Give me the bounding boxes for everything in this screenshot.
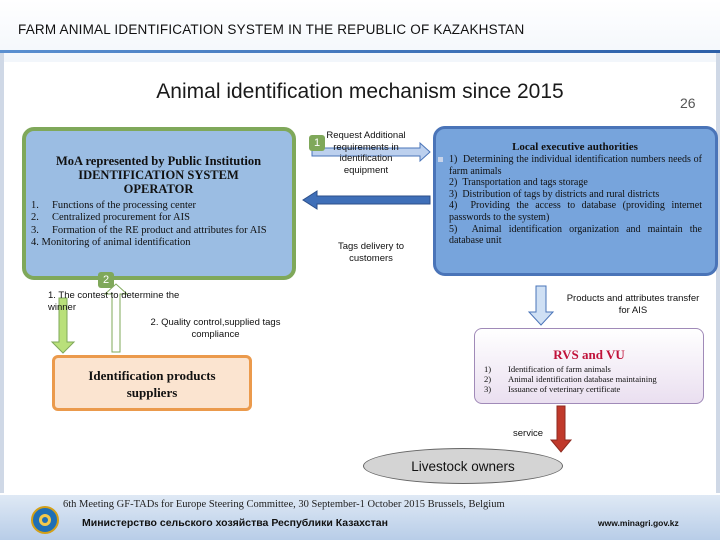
list-item-number: 2) <box>484 374 492 384</box>
livestock-owners-label: Livestock owners <box>411 459 515 474</box>
list-item <box>484 384 699 394</box>
arrow-products-transfer <box>529 286 553 325</box>
operator-title <box>36 154 281 196</box>
products-transfer-label: Products and attributes transfer for AIS <box>566 293 700 316</box>
operator-title-line-3: OPERATOR <box>123 182 194 196</box>
arrow-service <box>551 406 571 452</box>
contest-label: 1. The contest to determine the winner <box>48 290 180 313</box>
list-item-text: Issuance of veterinary certificate <box>508 384 621 394</box>
service-label: service <box>513 428 544 439</box>
list-item <box>484 364 699 374</box>
bullet-marker <box>438 157 443 162</box>
operator-functions-list <box>31 200 293 250</box>
tags-delivery-label: Tags delivery to customers <box>337 241 404 264</box>
website-link[interactable]: www.minagri.gov.kz <box>598 518 679 528</box>
arrow-tags-delivery <box>303 191 430 209</box>
quality-control-label: 2. Quality control,supplied tags compliance <box>150 317 281 340</box>
meeting-caption: 6th Meeting GF-TADs for Europe Steering Committee, 30 September-1 October 2015 Brussels, Belgium <box>63 499 505 510</box>
list-item-number: 1) <box>484 364 492 374</box>
operator-title-line-1: MoA represented by Public Institution <box>55 154 262 168</box>
step-badge-1: 1 <box>309 135 325 151</box>
rvs-title: RVS and VU <box>553 347 625 362</box>
rvs-list <box>484 364 699 394</box>
suppliers-title-line-2: suppliers <box>126 385 178 400</box>
local-authorities-title: Local executive authorities <box>512 141 638 153</box>
local-authorities-list <box>449 154 702 247</box>
request-label: Request Additional requirements in identification equipment <box>326 130 406 176</box>
step-badge-2: 2 <box>98 272 114 288</box>
ministry-name: Министерство сельского хозяйства Республики Казахстан <box>82 517 388 529</box>
list-item: 5) Animal identification organization and maintain the database unit <box>449 223 702 247</box>
list-item: 4. Monitoring of animal identification <box>31 237 191 249</box>
suppliers-title <box>56 367 248 401</box>
list-item: 4) Providing the access to database (providing internet passwords to the system) <box>449 200 702 223</box>
list-item: 1. Functions of the processing center <box>31 200 197 211</box>
list-item: 2. Centralized procurement for AIS <box>31 212 190 224</box>
list-item-text: Animal identification database maintaining <box>508 374 657 384</box>
slide-title: Animal identification mechanism since 2015 <box>156 80 564 103</box>
list-item: 1) Determining the individual identification numbers needs of farm animals <box>449 154 702 177</box>
header-title: FARM ANIMAL IDENTIFICATION SYSTEM IN THE REPUBLIC OF KAZAKHSTAN <box>18 22 525 37</box>
suppliers-title-line-1: Identification products <box>88 368 216 383</box>
page-number: 26 <box>680 95 696 111</box>
list-item: 3) Distribution of tags by districts and rural districts <box>449 188 660 200</box>
kazakhstan-emblem-icon <box>30 505 60 535</box>
list-item-text: Identification of farm animals <box>508 364 611 374</box>
list-item <box>484 374 699 384</box>
operator-title-line-2: IDENTIFICATION SYSTEM <box>78 168 239 182</box>
list-item: 3. Formation of the RE product and attributes for AIS <box>31 224 267 236</box>
list-item: 2) Transportation and tags storage <box>449 177 588 189</box>
list-item-number: 3) <box>484 384 492 394</box>
